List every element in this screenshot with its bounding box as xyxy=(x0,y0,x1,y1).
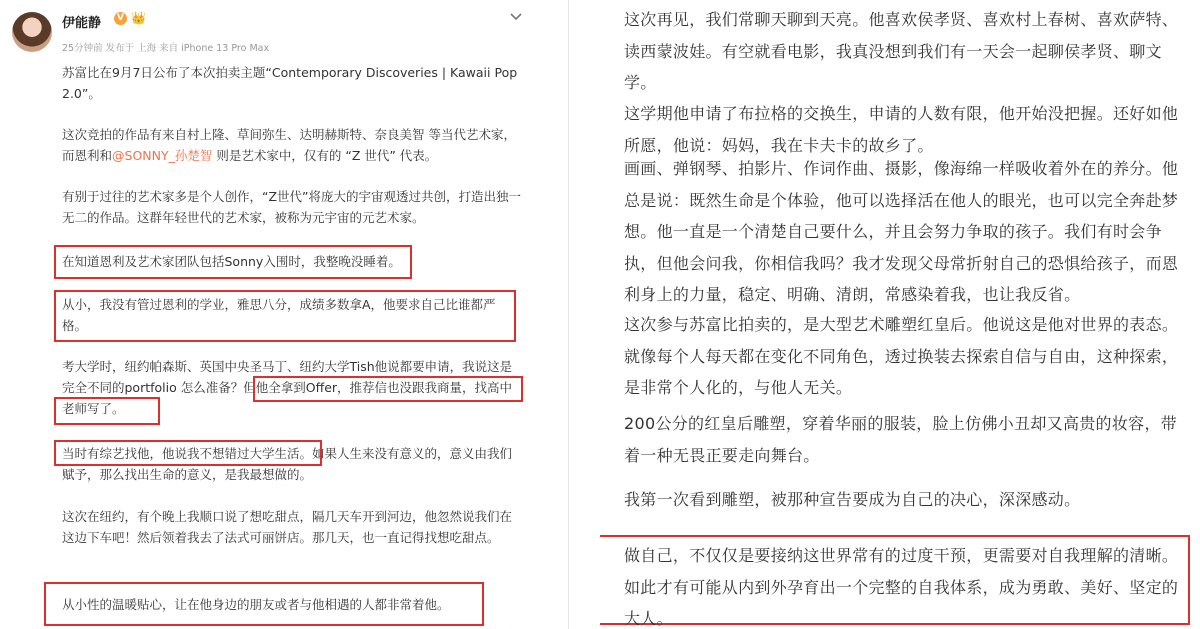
highlight-box-5 xyxy=(54,440,322,466)
post-meta: 25分钟前 发布于 上海 来自 iPhone 13 Pro Max xyxy=(62,43,270,54)
chevron-down-icon[interactable] xyxy=(508,10,524,24)
mention-link[interactable]: @SONNY_孙楚智 xyxy=(112,148,213,163)
article-panel xyxy=(600,0,1200,629)
article-paragraph-4: 这次参与苏富比拍卖的，是大型艺术雕塑红皇后。他说这是他对世界的表态。就像每个人每天都在变化不同角色，透过换装去探索自信与自由，这种探索，是非常个人化的，与他人无关。 xyxy=(624,315,1179,397)
crown-emoji-icon: 👑 xyxy=(131,11,146,25)
post-paragraph-1: 苏富比在9月7日公布了本次拍卖主题“Contemporary Discoveries | Kawaii Pop 2.0”。 xyxy=(62,65,518,101)
post-paragraph-2-text-b: 则是艺术家中，仅有的 “Z 世代” 代表。 xyxy=(212,148,438,163)
post-paragraph-6: 考大学时，纽约帕森斯、英国中央圣马丁、纽约大学Tish他说都要申请，我说这是完全不同的portfolio 怎么准备？但他全拿到Offer，推荐信也没跟我商量，找高中老师写了。 xyxy=(62,359,513,416)
verified-badge-icon: V xyxy=(114,12,127,25)
post-paragraph-2-text-a: 这次竞拍的作品有来自村上隆、草间弥生、达明赫斯特、奈良美智 等当代艺术家，而恩利和 xyxy=(62,127,516,163)
panel-divider xyxy=(568,0,569,629)
article-paragraph-3: 画画、弹钢琴、拍影片、作词作曲、摄影，像海绵一样吸收着外在的养分。他总是说：既然生命是个体验，他可以选择活在他人的眼光，也可以完全奔赴梦想。他一直是一个清楚自己要什么，并且会努力争取的孩子。我们有时会争执，但他会问我，你相信我吗？我才发现父母常折射自己的恐惧给孩子，而恩利身上的力量，稳定、明确、清朗，常感染着我，也让我反省。 xyxy=(624,159,1179,304)
article-paragraph-2: 这学期他申请了布拉格的交换生，申请的人数有限，他开始没把握。还好如他所愿，他说：妈妈，我在卡夫卡的故乡了。 xyxy=(624,104,1179,155)
username[interactable]: 伊能静 xyxy=(62,16,102,31)
article-paragraph-5: 200公分的红皇后雕塑，穿着华丽的服装，脸上仿佛小丑却又高贵的妆容，带着一种无畏正要走向舞台。 xyxy=(624,414,1178,465)
post-paragraph-4: 在知道恩利及艺术家团队包括Sonny入围时，我整晚没睡着。 xyxy=(62,254,401,269)
highlight-box-3 xyxy=(253,376,523,402)
avatar[interactable] xyxy=(12,12,52,52)
article-paragraph-6: 我第一次看到雕塑，被那种宣告要成为自己的决心，深深感动。 xyxy=(624,490,1081,509)
post-paragraph-2 xyxy=(62,124,522,166)
post-paragraph-5: 从小，我没有管过恩利的学业，雅思八分，成绩多数拿A，他要求自己比谁都严格。 xyxy=(62,297,496,333)
post-paragraph-3: 有别于过往的艺术家多是个人创作，“Z世代”将庞大的宇宙观透过共创，打造出独一无二的作品。这群年轻世代的艺术家，被称为元宇宙的元艺术家。 xyxy=(62,189,522,225)
post-paragraph-7: 当时有综艺找他，他说我不想错过大学生活。如果人生来没有意义的，意义由我们赋予，那么找出生命的意义，是我最想做的。 xyxy=(62,446,513,482)
post-paragraph-8: 这次在纽约，有个晚上我顺口说了想吃甜点，隔几天车开到河边，他忽然说我们在这边下车吧！然后领着我去了法式可丽饼店。那几天，也一直记得找想吃甜点。 xyxy=(62,509,513,545)
article-paragraph-7: 做自己，不仅仅是要接纳这世界常有的过度干预，更需要对自我理解的清晰。如此才有可能从内到外孕育出一个完整的自我体系，成为勇敢、美好、坚定的大人。 xyxy=(624,546,1179,628)
article-paragraph-1: 这次再见，我们常聊天聊到天亮。他喜欢侯孝贤、喜欢村上春树、喜欢萨特、读西蒙波娃。有空就看电影，我真没想到我们有一天会一起聊侯孝贤、聊文学。 xyxy=(624,10,1179,92)
post-paragraph-9: 从小性的温暖贴心，让在他身边的朋友或者与他相遇的人都非常着他。 xyxy=(62,597,450,612)
weibo-post-panel xyxy=(0,0,545,629)
highlight-box-4 xyxy=(54,397,160,425)
